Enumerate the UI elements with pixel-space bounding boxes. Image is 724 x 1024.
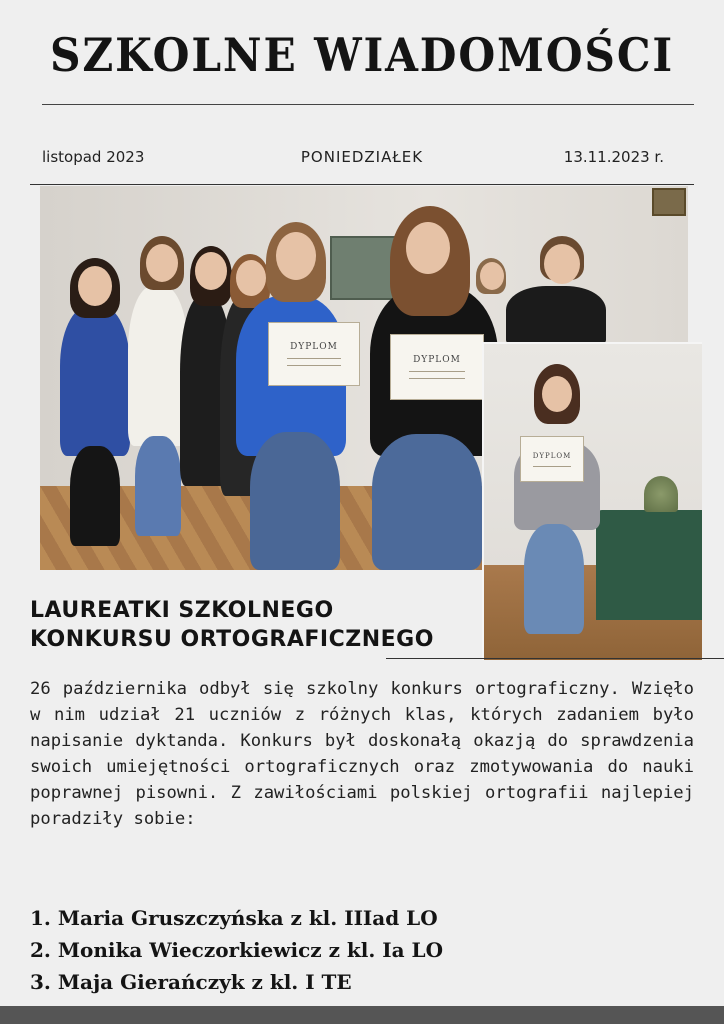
footer-bar (0, 1006, 724, 1024)
diploma-right (390, 334, 484, 400)
article-body: 26 października odbył się szkolny konkurs ortograficzny. Wzięło w nim udział 21 uczniów z różnych klas, których zadaniem było napisanie dyktanda. Konkurs był doskonałą okazją do sprawdzenia swoich umiejętności ortograficznych oraz zmotywowania do nauki poprawnej pisowni. Z zawiłościami polskiej ortografii najlepiej poradziły sobie: (30, 679, 694, 829)
headline-rule (386, 658, 724, 659)
masthead-title: SZKOLNE WIADOMOŚCI (50, 28, 674, 82)
winners-list (30, 902, 694, 998)
diploma-right-title: DYPLOM (413, 355, 461, 365)
headline-line-2: KONKURSU ORTOGRAFICZNEGO (30, 627, 434, 652)
issue-weekday: PONIEDZIAŁEK (300, 148, 424, 166)
article-headline (30, 596, 480, 654)
list-item: 1. Maria Gruszczyńska z kl. IIIad LO (30, 906, 438, 930)
list-item: 3. Maja Gierańczyk z kl. I TE (30, 970, 352, 994)
dateline-rule (30, 184, 694, 185)
issue-month: listopad 2023 (42, 148, 145, 166)
issue-date: 13.11.2023 r. (563, 148, 664, 166)
inset-photo (482, 342, 702, 660)
diploma-inset-title: DYPLOM (532, 451, 572, 460)
headline-line-1: LAUREATKI SZKOLNEGO (30, 598, 334, 623)
list-item: 2. Monika Wieczorkiewicz z kl. Ia LO (30, 938, 444, 962)
masthead-rule (42, 104, 694, 105)
diploma-left-title: DYPLOM (290, 342, 338, 352)
diploma-left (268, 322, 360, 386)
diploma-inset (520, 436, 584, 482)
